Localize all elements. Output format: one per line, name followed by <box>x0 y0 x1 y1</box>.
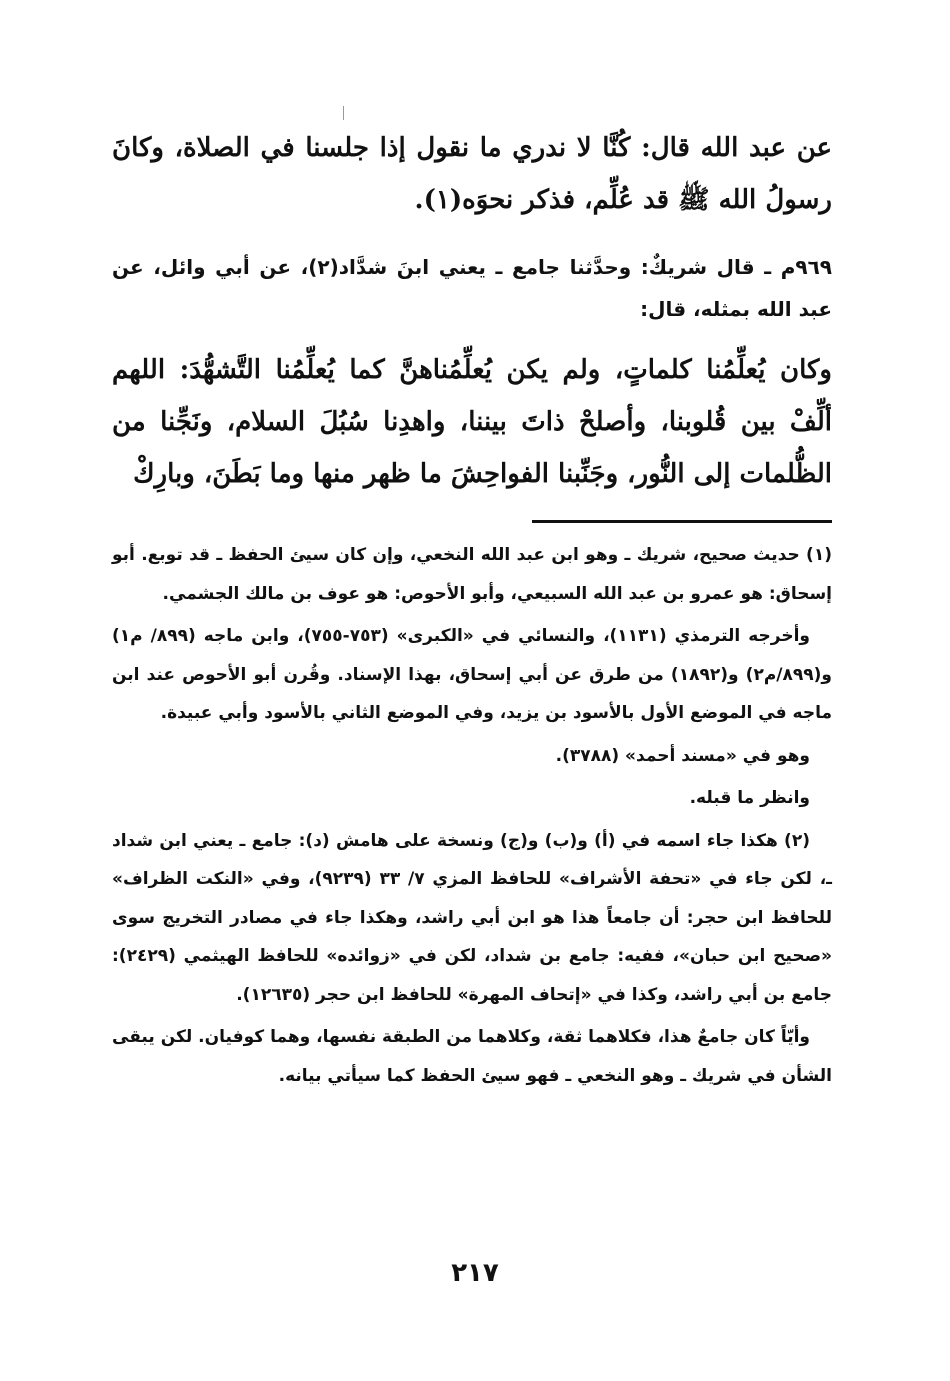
footnote-separator <box>532 520 832 523</box>
footnote-1-cont-a: وأخرجه الترمذي (١١٣١)، والنسائي في «الكبرى» (٧٥٣-٧٥٥)، وابن ماجه (٨٩٩/ م١) و(٨٩٩/م٢) و(١٨٩٢) من طرق عن أبي إسحاق، بهذا الإسناد. وقُرن أبو الأحوص عند ابن ماجه في الموضع الأول بالأسود بن يزيد، وفي الموضع الثاني بالأسود وأبي عبيدة. <box>112 626 832 723</box>
footnote-2: (٢) هكذا جاء اسمه في (أ) و(ب) و(ج) ونسخة على هامش (د): جامع ـ يعني ابن شداد ـ، لكن جاء في «تحفة الأشراف» للحافظ المزي ٧/ ٣٣ (٩٢٣٩)، وفي «النكت الظراف» للحافظ ابن حجر: أن جامعاً هذا هو ابن أبي راشد، وهكذا جاء في مصادر التخريج سوى «صحيح ابن حبان»، ففيه: جامع بن شداد، لكن في «زوائده» للحافظ الهيثمي (٢٤٢٩): جامع بن أبي راشد، وكذا في «إتحاف المهرة» للحافظ ابن حجر (١٢٦٣٥). <box>112 830 832 1005</box>
page-number: ٢١٧ <box>451 1258 499 1288</box>
main-paragraph-2 <box>112 246 832 330</box>
footnote-1-cont-b: وهو في «مسند أحمد» (٣٧٨٨). <box>555 745 810 766</box>
footnotes <box>112 536 832 1099</box>
scan-mark <box>343 106 344 120</box>
footnote-1: (١) حديث صحيح، شريك ـ وهو ابن عبد الله النخعي، وإن كان سيئ الحفظ ـ قد توبع. أبو إسحاق: هو عمرو بن عبد الله السبيعي، وأبو الأحوص: هو عوف بن مالك الجشمي. <box>112 545 832 604</box>
main-text-1: عن عبد الله قال: كُنَّا لا ندري ما نقول إذا جلسنا في الصلاة، وكانَ رسولُ الله ﷺ قد عُلِّم، فذكر نحوَه(١). <box>112 133 832 215</box>
footnote-2-cont: وأيّاً كان جامعٌ هذا، فكلاهما ثقة، وكلاهما من الطبقة نفسها، وهما كوفيان. لكن يبقى الشأن في شريك ـ وهو النخعي ـ فهو سيئ الحفظ كما سيأتي بيانه. <box>112 1027 832 1086</box>
footnote-1-cont-c: وانظر ما قبله. <box>689 788 810 808</box>
main-text-3: وكان يُعلِّمُنا كلماتٍ، ولم يكن يُعلِّمُناهنَّ كما يُعلِّمُنا التَّشهُّدَ: اللهم ألِّفْ بين قُلوبنا، وأصلحْ ذاتَ بيننا، واهدِنا سُبُلَ السلام، ونَجِّنا من الظُّلمات إلى النُّور، وجَنِّبنا الفواحِشَ ما ظهر منها وما بَطَنَ، وبارِكْ <box>112 355 832 489</box>
main-text-2: ٩٦٩م ـ قال شريكٌ: وحدَّثنا جامع ـ يعني ابنَ شدَّاد(٢)، عن أبي وائل، عن عبد الله بمثله، قال: <box>112 255 832 321</box>
main-paragraph-3 <box>112 344 832 500</box>
main-paragraph-1 <box>112 122 832 226</box>
